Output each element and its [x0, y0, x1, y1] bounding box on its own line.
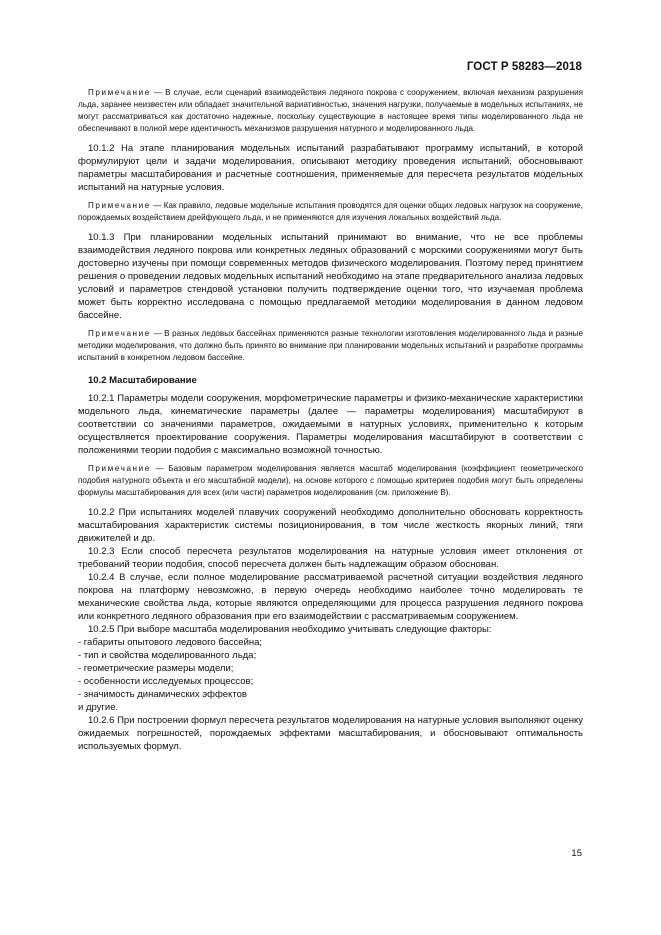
list-item: - значимость динамических эффектов — [78, 689, 247, 700]
list-item: - геометрические размеры модели; — [78, 663, 234, 674]
note-paragraph — [78, 328, 583, 364]
section-heading: 10.2 Масштабирование — [88, 375, 197, 386]
list-item: - особенности исследуемых процессов; — [78, 676, 254, 687]
note-text: — В случае, если сценарий взаимодействия ледяного покрова с сооружением, включая механизм разрушения льда, заранее неизвестен или обладает значительной вариативностью, значения нагрузки, получаемые в модельных испытаниях, не могут рассматриваться как достаточно надежные, поскольку существующие в настоящее время типы моделированного льда не обеспечивают в полной мере идентичность механизмов разрушения натурного и моделированного льда. — [78, 88, 583, 133]
standard-designation: ГОСТ Р 58283—2018 — [466, 61, 582, 73]
factors-list — [78, 636, 583, 714]
note-text: — Базовым параметром моделирования является масштаб моделирования (коэффициент геометрического подобия натурного объекта и его масштабной модели), на основе которого с помощью критериев подобия могут быть определены формулы масштабирования для всех (или части) параметров моделирования (см. приложение В). — [78, 464, 583, 497]
clause-10-1-3: 10.1.3 При планировании модельных испытаний принимают во внимание, что не все проблемы взаимодействия ледяного покрова или конкретных ледяных образований с морскими сооружениями могут быть достоверно изучены при помощи современных методов физического моделирования. Поэтому перед принятием решения о проведении ледовых модельных испытаний необходимо на этапе предварительного анализа ледовых условий и параметров стендовой установки получить подтверждение оценки того, что изучаемая проблема может быть корректно исследована с помощью предлагаемой методики моделирования в данном ледовом бассейне. — [78, 232, 583, 321]
clause-10-2-1: 10.2.1 Параметры модели сооружения, морфометрические параметры и физико-механические характеристики модельного льда, кинематические параметры (далее — параметры моделирования) масштабируют в соответствии со значениями параметров, ожидаемыми в натурных условиях, применительно к которым осуществляется проектирование сооружения. Параметры моделирования масштабируют в соответствии с положениями теории подобия с максимально возможной точностью. — [78, 393, 583, 456]
note-paragraph — [78, 463, 583, 499]
note-paragraph — [78, 200, 583, 224]
note-label: Примечание — [88, 201, 151, 210]
note-text: — В разных ледовых бассейнах применяются разные технологии изготовления моделированного льда и разные методики моделирования, что должно быть принято во внимание при планировании модельных испытаний и разработке программы испытаний в конкретном ледовом бассейне. — [78, 329, 583, 362]
note-paragraph — [78, 87, 583, 135]
clause-10-2-3: 10.2.3 Если способ пересчета результатов моделирования на натурные условия имеет отклонения от требований теории подобия, способ пересчета должен быть надлежащим образом обоснован. — [78, 546, 583, 570]
page-number: 15 — [571, 848, 582, 859]
list-item: и другие. — [78, 702, 119, 713]
clause-10-2-5: 10.2.5 При выборе масштаба моделирования необходимо учитывать следующие факторы: — [88, 624, 492, 635]
clause-10-2-2: 10.2.2 При испытаниях моделей плавучих сооружений необходимо дополнительно обосновать корректность масштабирования характеристик системы позиционирования, в том числе жесткость якорных линий, тяги движителей и др. — [78, 507, 583, 544]
clause-10-1-2: 10.1.2 На этапе планирования модельных испытаний разрабатывают программу испытаний, в которой формулируют цели и задачи моделирования, описывают методику проведения испытаний, обосновывают параметры масштабирования и расчетные соотношения, применяемые для пересчета результатов модельных испытаний на натурные условия. — [78, 143, 583, 193]
list-item: - габариты опытового ледового бассейна; — [78, 637, 263, 648]
note-label: Примечание — [88, 88, 151, 97]
list-item: - тип и свойства моделированного льда; — [78, 650, 257, 661]
note-label: Примечание — [88, 329, 151, 338]
note-text: — Как правило, ледовые модельные испытания проводятся для оценки общих ледовых нагрузок на сооружение, порождаемых воздействием дрейфующего льда, и не применяются для изучения локальных воздействий льда. — [78, 201, 583, 222]
note-label: Примечание — [88, 464, 151, 473]
clause-10-2-6: 10.2.6 При построении формул пересчета результатов моделирования на натурные условия выполняют оценку ожидаемых погрешностей, порождаемых эффектами масштабирования, и обосновывают оптимальность используемых формул. — [78, 715, 583, 752]
document-body — [78, 87, 583, 753]
clause-10-2-4: 10.2.4 В случае, если полное моделирование рассматриваемой расчетной ситуации воздействия ледяного покрова на платформу невозможно, в первую очередь необходимо наиболее точно моделировать те механические свойства льда, которые являются определяющими для процесса разрушения ледяного покрова или конкретного ледяного образования при его взаимодействии с рассматриваемым сооружением. — [78, 572, 583, 622]
